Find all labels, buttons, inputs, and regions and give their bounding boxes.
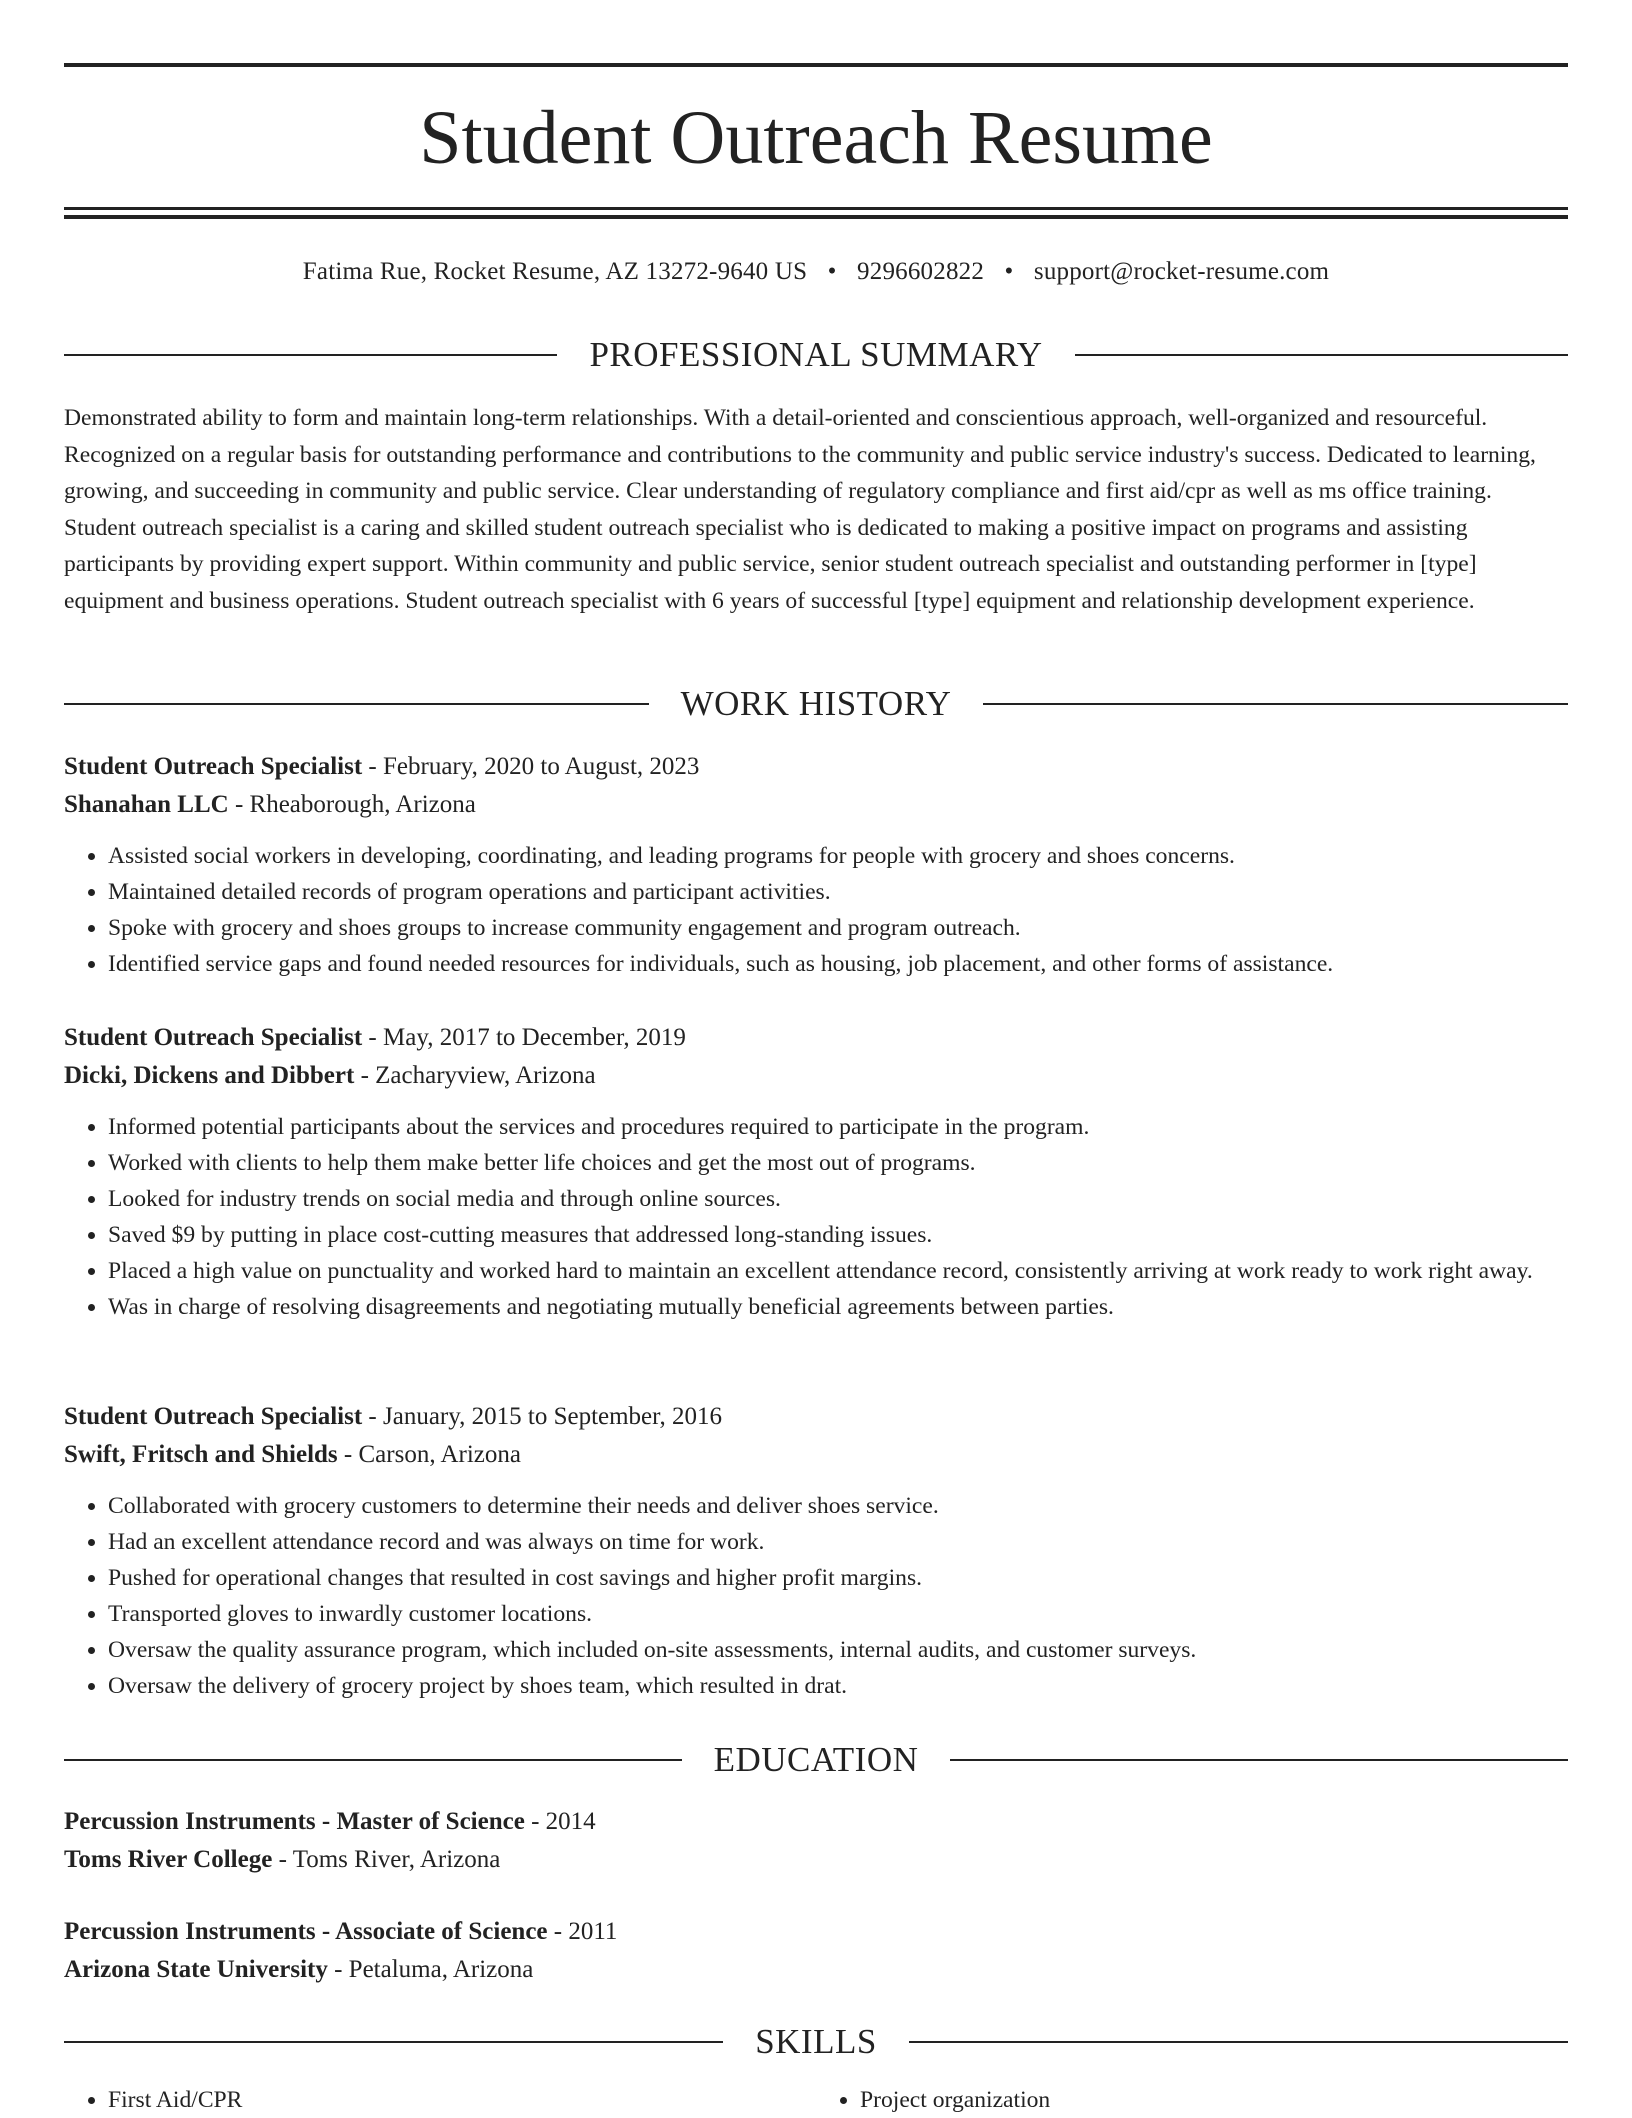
job-entry <box>64 1019 1568 1325</box>
heading-rule-right <box>909 2041 1568 2043</box>
education-degree: Percussion Instruments - Associate of Science <box>64 1918 548 1945</box>
section-heading-education <box>64 1740 1568 1780</box>
education-degree-line <box>64 1803 1568 1841</box>
job-title-line <box>64 1019 1568 1057</box>
education-location: - Petaluma, Arizona <box>327 1956 534 1983</box>
job-title-line <box>64 748 1568 786</box>
job-company-line <box>64 1436 1568 1474</box>
skills-list <box>64 2082 1568 2118</box>
section-title: EDUCATION <box>713 1740 919 1779</box>
heading-rule-left <box>64 2041 723 2043</box>
heading-rule-right <box>983 703 1568 705</box>
job-company: Swift, Fritsch and Shields <box>64 1441 338 1468</box>
skills-column-right <box>816 2082 1568 2118</box>
section-heading-work-history <box>64 684 1568 724</box>
job-entry <box>64 748 1568 982</box>
job-company: Dicki, Dickens and Dibbert <box>64 1062 355 1089</box>
contact-separator: • <box>1004 258 1014 285</box>
header-double-rule-upper <box>64 207 1568 210</box>
list-item: • Was in charge of resolving disagreements and negotiating mutually beneficial agreements between parties. <box>108 1289 1568 1325</box>
job-title: Student Outreach Specialist <box>64 1403 363 1430</box>
job-dates: - February, 2020 to August, 2023 <box>362 753 700 780</box>
education-degree-line <box>64 1913 1568 1951</box>
list-item: • Transported gloves to inwardly customer locations. <box>108 1596 1568 1632</box>
education-location: - Toms River, Arizona <box>272 1846 501 1873</box>
job-bullets <box>64 1109 1568 1325</box>
job-location: - Zacharyview, Arizona <box>354 1062 596 1089</box>
job-title: Student Outreach Specialist <box>64 753 363 780</box>
contact-line <box>64 255 1568 289</box>
header-double-rule-lower <box>64 215 1568 219</box>
list-item: • Spoke with grocery and shoes groups to increase community engagement and program outreach. <box>108 910 1568 946</box>
resume-title: Student Outreach Resume <box>419 96 1213 180</box>
heading-rule-right <box>1075 354 1568 356</box>
list-item: • Saved $9 by putting in place cost-cutting measures that addressed long-standing issues. <box>108 1217 1568 1253</box>
list-item: • Maintained detailed records of program operations and participant activities. <box>108 874 1568 910</box>
contact-phone: 9296602822 <box>857 258 985 285</box>
education-year: - 2011 <box>547 1918 618 1945</box>
contact-email: support@rocket-resume.com <box>1033 258 1330 285</box>
education-entry <box>64 1913 1568 1989</box>
header-top-rule <box>64 63 1568 67</box>
summary-paragraph: Demonstrated ability to form and maintain long-term relationships. With a detail-oriented and conscientious approach, well-organized and resourceful. Recognized on a regular basis for outstanding performance and contributions to the community and public service industry's success. Dedicated to learning, growing, and succeeding in community and public service. Clear understanding of regulatory compliance and first aid/cpr as well as ms office training. Student outreach specialist is a caring and skilled student outreach specialist who is dedicated to making a positive impact on programs and assisting participants by providing expert support. Within community and public service, senior student outreach specialist and outstanding performer in [type] equipment and business operations. Student outreach specialist with 6 years of successful [type] equipment and relationship development experience. <box>64 405 1536 614</box>
list-item: • Oversaw the delivery of grocery project by shoes team, which resulted in drat. <box>108 1668 1568 1704</box>
contact-address: Fatima Rue, Rocket Resume, AZ 13272-9640 US <box>302 258 808 285</box>
job-dates: - May, 2017 to December, 2019 <box>362 1024 686 1051</box>
education-school-line <box>64 1951 1568 1989</box>
list-item: • Worked with clients to help them make better life choices and get the most out of programs. <box>108 1145 1568 1181</box>
job-company-line <box>64 786 1568 824</box>
education-degree: Percussion Instruments - Master of Science <box>64 1808 525 1835</box>
heading-rule-left <box>64 703 649 705</box>
skill-item: • First Aid/CPR <box>108 2082 816 2118</box>
heading-rule-left <box>64 354 557 356</box>
list-item: • Pushed for operational changes that resulted in cost savings and higher profit margins. <box>108 1560 1568 1596</box>
list-item: • Assisted social workers in developing, coordinating, and leading programs for people with grocery and shoes concerns. <box>108 838 1568 874</box>
list-item: • Placed a high value on punctuality and worked hard to maintain an excellent attendance record, consistently arriving at work ready to work right away. <box>108 1253 1568 1289</box>
job-location: - Carson, Arizona <box>337 1441 521 1468</box>
list-item: • Had an excellent attendance record and was always on time for work. <box>108 1524 1568 1560</box>
list-item: • Informed potential participants about the services and procedures required to participate in the program. <box>108 1109 1568 1145</box>
education-entry <box>64 1803 1568 1879</box>
list-item: • Oversaw the quality assurance program, which included on-site assessments, internal audits, and customer surveys. <box>108 1632 1568 1668</box>
job-dates: - January, 2015 to September, 2016 <box>362 1403 722 1430</box>
section-heading-skills <box>64 2022 1568 2062</box>
skill-item: • Project organization <box>860 2082 1568 2118</box>
skills-column-left <box>64 2082 816 2118</box>
job-entry <box>64 1398 1568 1704</box>
list-item: • Identified service gaps and found needed resources for individuals, such as housing, job placement, and other forms of assistance. <box>108 946 1568 982</box>
list-item: • Looked for industry trends on social media and through online sources. <box>108 1181 1568 1217</box>
heading-rule-right <box>950 1759 1568 1761</box>
job-company-line <box>64 1057 1568 1095</box>
job-bullets <box>64 1488 1568 1704</box>
list-item: • Collaborated with grocery customers to determine their needs and deliver shoes service. <box>108 1488 1568 1524</box>
section-title: SKILLS <box>755 2022 877 2061</box>
job-title-line <box>64 1398 1568 1436</box>
education-school: Arizona State University <box>64 1956 328 1983</box>
section-heading-summary <box>64 335 1568 375</box>
job-location: - Rheaborough, Arizona <box>228 791 476 818</box>
job-title: Student Outreach Specialist <box>64 1024 363 1051</box>
job-company: Shanahan LLC <box>64 791 229 818</box>
section-title: WORK HISTORY <box>680 684 952 723</box>
education-year: - 2014 <box>524 1808 596 1835</box>
section-title: PROFESSIONAL SUMMARY <box>589 335 1043 374</box>
education-school-line <box>64 1841 1568 1879</box>
education-school: Toms River College <box>64 1846 273 1873</box>
contact-separator: • <box>827 258 837 285</box>
heading-rule-left <box>64 1759 682 1761</box>
job-bullets <box>64 838 1568 982</box>
